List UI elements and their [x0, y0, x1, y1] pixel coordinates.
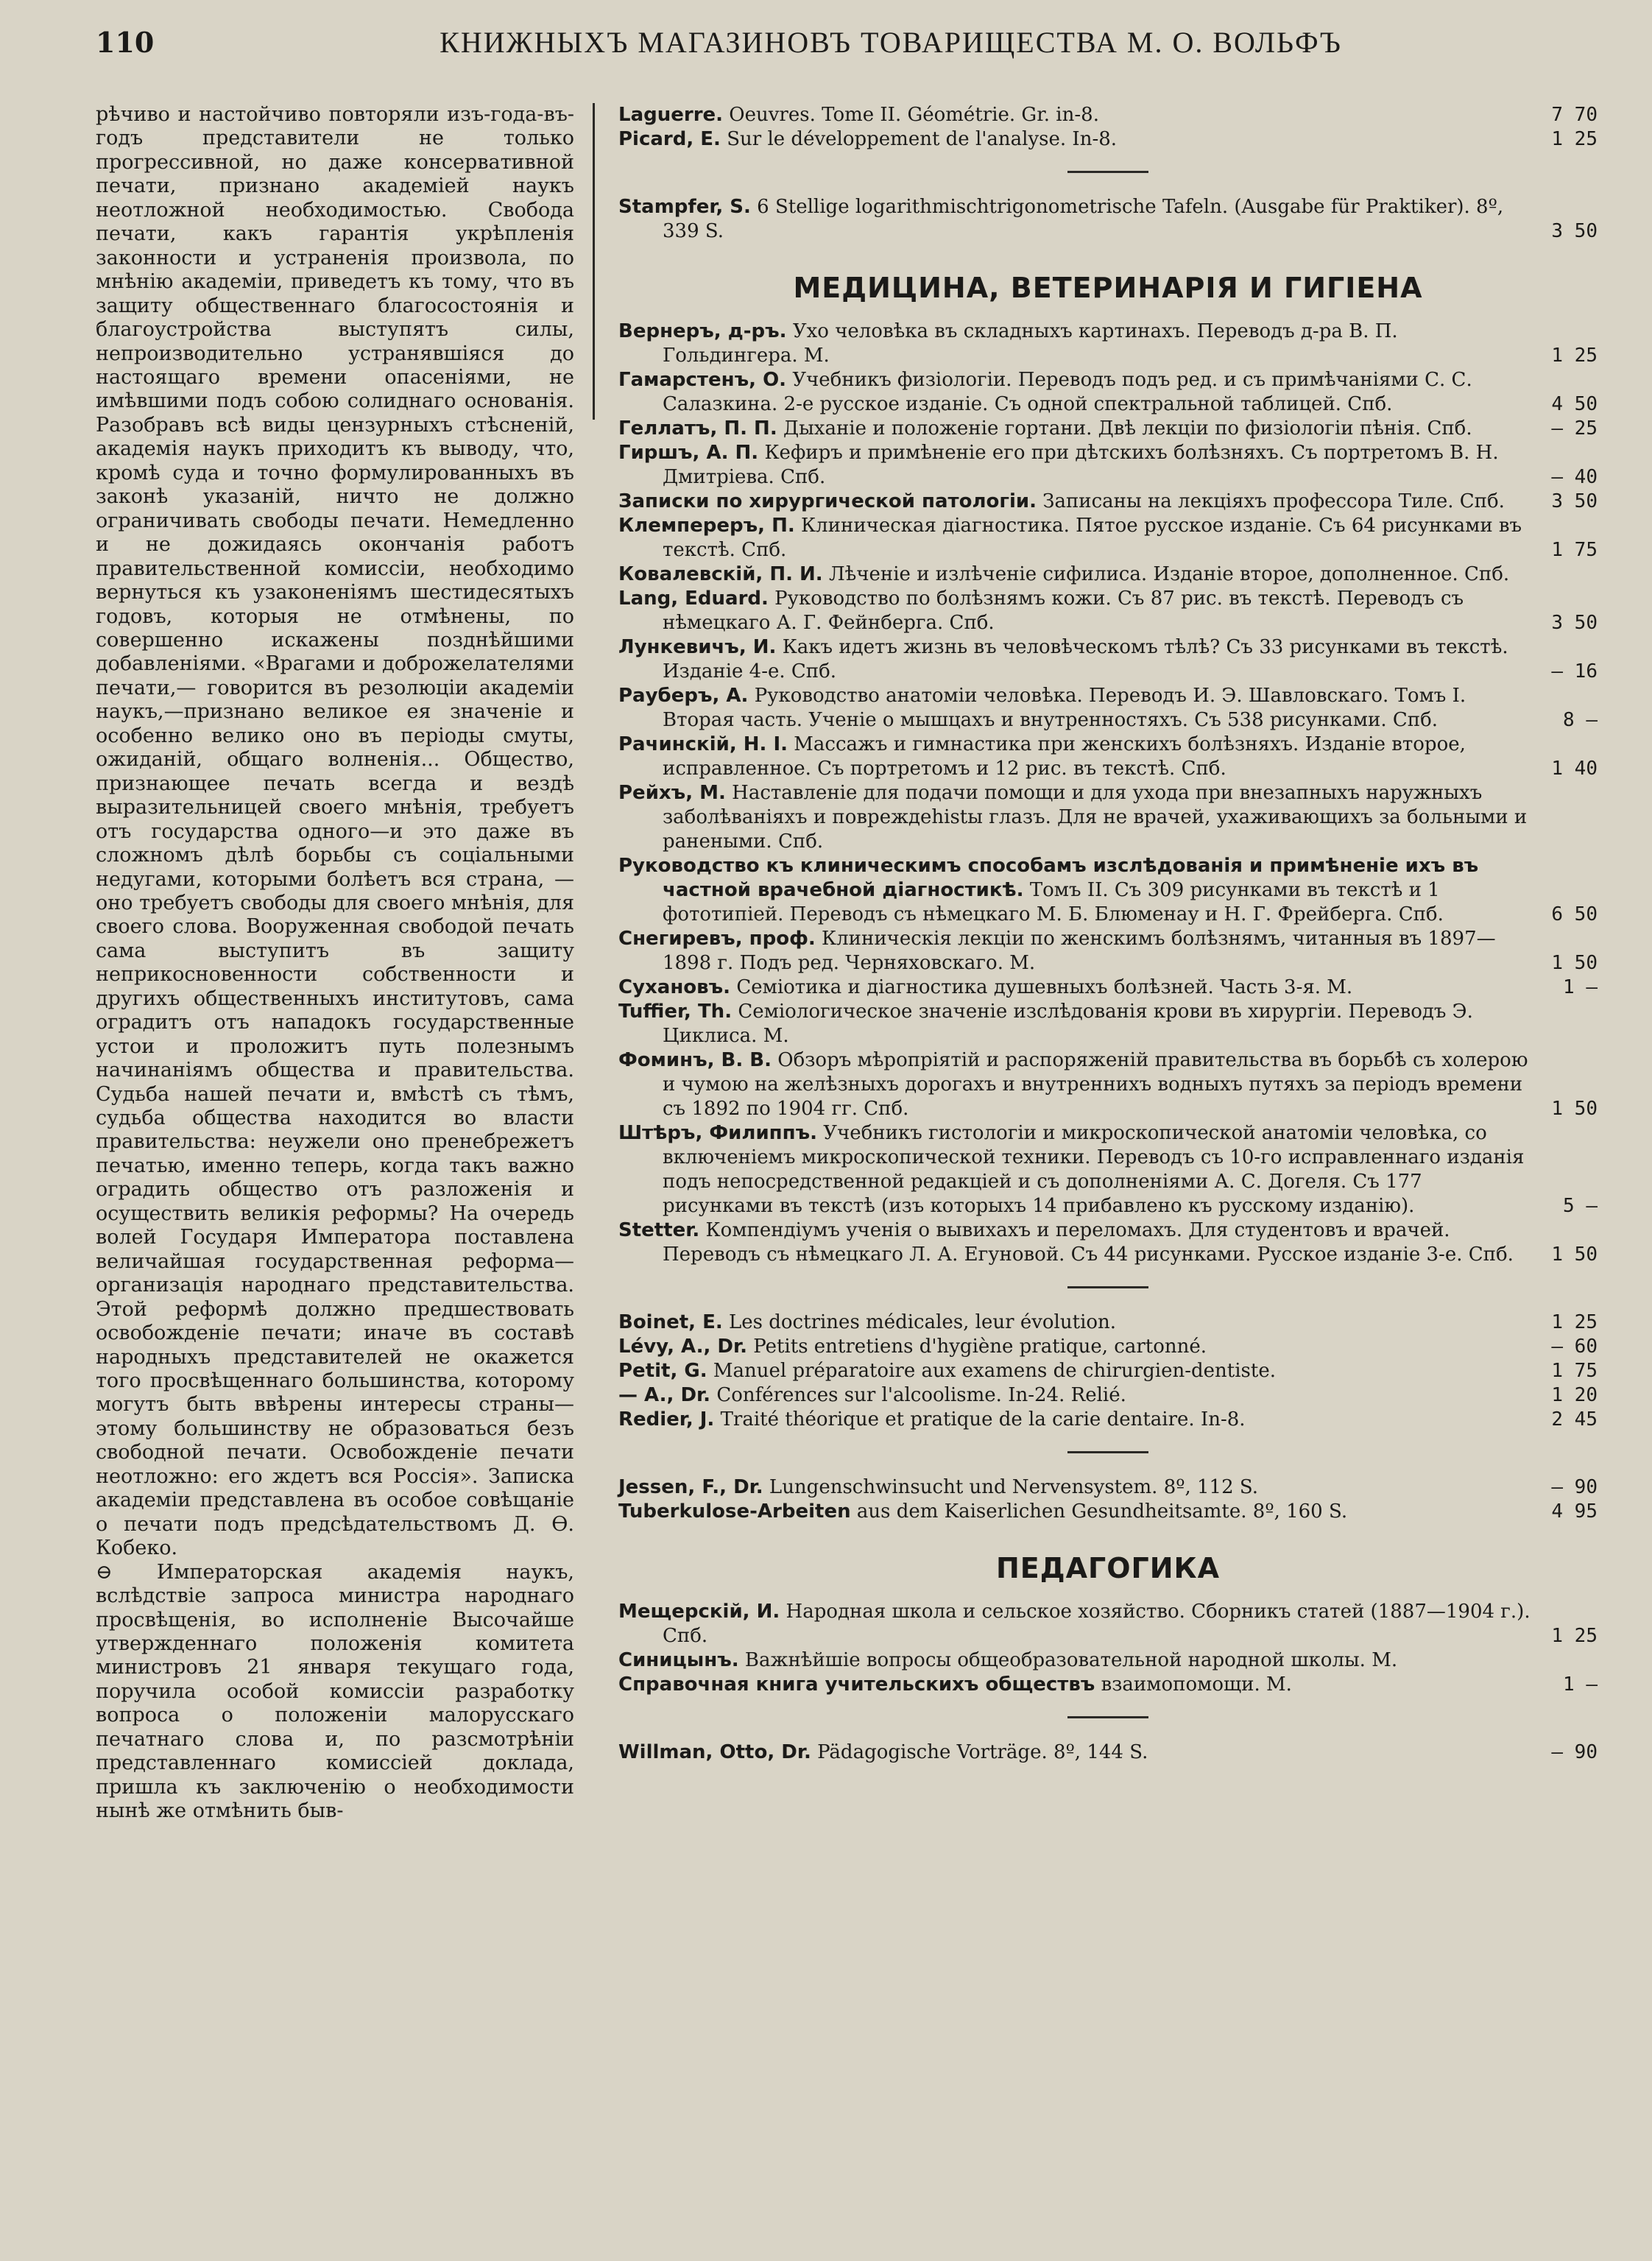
catalog-entry: Stampfer, S. 6 Stellige logarithmischtrigonometrische Tafeln. (Ausgabe für Praktiker). 8º, 339 S. 3 50	[618, 196, 1598, 242]
catalog-entry: — A., Dr. Conférences sur l'alcoolisme. In-24. Relié. 1 20	[618, 1384, 1598, 1406]
catalog-entry: Снегиревъ, проф. Клиническія лекціи по женскимъ болѣзнямъ, читанныя въ 1897—1898 г. Подъ ред. Черняховскаго. М. 1 50	[618, 928, 1598, 974]
medicine-entries	[618, 320, 1598, 1267]
catalog-entry: Гиршъ, А. П. Кефиръ и примѣненіе его при дѣтскихъ болѣзняхъ. Съ портретомъ В. Н. Дмитріева. Спб. — 40	[618, 442, 1598, 488]
entry-price: 5 —	[1563, 1195, 1598, 1217]
catalog-entry: Boinet, E. Les doctrines médicales, leur évolution. 1 25	[618, 1311, 1598, 1333]
catalog-entry: Клемпереръ, П. Клиническая діагностика. Пятое русское изданіе. Съ 64 рисунками въ текстѣ. Спб. 1 75	[618, 515, 1598, 561]
page-header	[96, 25, 1605, 77]
entry-price: 1 50	[1551, 1244, 1598, 1266]
catalog-entry: Lang, Eduard. Руководство по болѣзнямъ кожи. Съ 87 рис. въ текстѣ. Переводъ съ нѣмецкаго А. Г. Фейнберга. Спб. 3 50	[618, 588, 1598, 634]
page-number: 110	[96, 26, 155, 59]
right-column-catalog	[618, 103, 1598, 1765]
section-title-pedagogy: ПЕДАГОГИКА	[995, 1552, 1221, 1584]
separator-rule	[1067, 1451, 1148, 1453]
catalog-entry: Picard, E. Sur le développement de l'analyse. In-8. 1 25	[618, 128, 1598, 150]
running-title: КНИЖНЫХЪ МАГАЗИНОВЪ ТОВАРИЩЕСТВА М. О. ВОЛЬФЪ	[440, 26, 1342, 59]
entry-price: 7 70	[1551, 104, 1598, 126]
catalog-entry: Штѣръ, Филиппъ. Учебникъ гистологіи и микроскопической анатоміи человѣка, со включеніемъ микроскопической техники. Переводъ съ 10-го исправленнаго изданія подъ непосредственной редакціей и съ дополненіями А. С. Догеля. Съ 177 рисунками въ текстѣ (изъ которыхъ 14 прибавлено къ русскому изданію). 5 —	[618, 1122, 1598, 1217]
catalog-entry: Redier, J. Traité théorique et pratique de la carie dentaire. In-8. 2 45	[618, 1408, 1598, 1431]
catalog-entry: Willman, Otto, Dr. Pädagogische Vorträge. 8º, 144 S. — 90	[618, 1741, 1598, 1763]
catalog-entry: Синицынъ. Важнѣйшіе вопросы общеобразовательной народной школы. М.	[618, 1649, 1398, 1671]
separator-rule	[1067, 171, 1148, 173]
entry-price: 1 75	[1551, 539, 1598, 561]
pedagogy-german-entries	[618, 1740, 1598, 1765]
entry-price: 8 —	[1563, 709, 1598, 731]
catalog-entry: Tuffier, Th. Семіологическое значеніе изслѣдованія крови въ хирургіи. Переводъ Э. Циклиса. М.	[618, 1001, 1473, 1047]
medicine-french-entries	[618, 1311, 1598, 1432]
catalog-entry: Tuberkulose-Arbeiten aus dem Kaiserlichen Gesundheitsamte. 8º, 160 S. 4 95	[618, 1500, 1598, 1523]
entry-price: 3 50	[1551, 490, 1598, 512]
catalog-entry: Jessen, F., Dr. Lungenschwinsucht und Nervensystem. 8º, 112 S. — 90	[618, 1476, 1598, 1498]
separator-rule	[1067, 1716, 1148, 1718]
catalog-entry: Лункевичъ, И. Какъ идетъ жизнь въ человѣческомъ тѣлѣ? Съ 33 рисунками въ текстѣ. Изданіе 4-е. Спб. — 16	[618, 636, 1598, 682]
catalog-entry: Сухановъ. Семіотика и діагностика душевныхъ болѣзней. Часть 3-я. М. 1 —	[618, 976, 1598, 998]
catalog-entry: Lévy, A., Dr. Petits entretiens d'hygiène pratique, cartonné. — 60	[618, 1336, 1598, 1358]
entry-price: — 40	[1551, 466, 1598, 488]
math-block	[618, 103, 1598, 244]
catalog-entry: Рачинскій, Н. І. Массажъ и гимнастика при женскихъ болѣзняхъ. Изданіе второе, исправленное. Съ портретомъ и 12 рис. въ текстѣ. Спб. 1 40	[618, 733, 1598, 780]
entry-price: — 60	[1551, 1336, 1598, 1358]
entry-price: 1 25	[1551, 1625, 1598, 1647]
catalog-entry: Рейхъ, М. Наставленіе для подачи помощи и для ухода при внезапныхъ наружныхъ заболѣваніяхъ и повреждеhistы глазъ. Для не врачей, ухаживающихъ за больными и ранеными. Спб.	[618, 782, 1528, 853]
entry-price: — 16	[1551, 660, 1598, 682]
catalog-entry: Руководство къ клиническимъ способамъ изслѣдованія и примѣненіе ихъ въ частной врачебной діагностикѣ. Томъ II. Съ 309 рисунками въ текстѣ и 1 фототипіей. Переводъ съ нѣмецкаго М. Б. Блюменау и Н. Г. Фрейберга. Спб. 6 50	[618, 855, 1598, 925]
catalog-entry: Laguerre. Oeuvres. Tome II. Géométrie. Gr. in-8. 7 70	[618, 104, 1598, 126]
entry-price: 6 50	[1551, 903, 1598, 925]
entry-price: 1 20	[1551, 1384, 1598, 1406]
catalog-entry: Записки по хирургической патологіи. Записаны на лекціяхъ профессора Тиле. Спб. 3 50	[618, 490, 1598, 512]
entry-price: 1 50	[1551, 1098, 1598, 1120]
entry-price: 2 45	[1551, 1408, 1598, 1431]
catalog-entry: Справочная книга учительскихъ обществъ взаимопомощи. М. 1 —	[618, 1673, 1598, 1696]
catalog-entry: Геллатъ, П. П. Дыханіе и положеніе гортани. Двѣ лекціи по физіологіи пѣнія. Спб. — 25	[618, 417, 1598, 440]
section-title-medicine: МЕДИЦИНА, ВЕТЕРИНАРІЯ И ГИГІЕНА	[793, 272, 1423, 304]
entry-price: — 90	[1551, 1476, 1598, 1498]
catalog-entry: Гамарстенъ, О. Учебникъ физіологіи. Переводъ подъ ред. и съ примѣчаніями С. С. Салазкина. 2-е русское изданіе. Съ одной спектральной таблицей. Спб. 4 50	[618, 369, 1598, 415]
entry-price: 1 —	[1563, 1673, 1598, 1696]
column-divider	[593, 103, 595, 420]
separator-rule	[1067, 1286, 1148, 1288]
entry-price: 3 50	[1551, 612, 1598, 634]
entry-price: — 25	[1551, 417, 1598, 440]
entry-price: 1 25	[1551, 345, 1598, 367]
catalog-entry: Petit, G. Manuel préparatoire aux examens de chirurgien-dentiste. 1 75	[618, 1360, 1598, 1382]
medicine-german-entries	[618, 1475, 1598, 1524]
entry-price: 1 50	[1551, 952, 1598, 974]
entry-price: 3 50	[1551, 220, 1598, 242]
catalog-entry: Stetter. Компендіумъ ученія о вывихахъ и переломахъ. Для студентовъ и врачей. Переводъ съ нѣмецкаго Л. А. Егуновой. Съ 44 рисунками. Русское изданіе 3-е. Спб. 1 50	[618, 1219, 1598, 1266]
catalog-entry: Вернеръ, д-ръ. Ухо человѣка въ складныхъ картинахъ. Переводъ д-ра В. П. Гольдингера. М. 1 25	[618, 320, 1598, 367]
article-paragraph: рѣчиво и настойчиво повторяли изъ-года-въ-годъ представители не только прогрессивной, но даже консервативной печати, признано академіей наукъ неотложной необходимостью. Свобода печати, какъ гарантія укрѣпленія законности и устраненія произвола, по мнѣнію академіи, приведетъ къ тому, что въ защиту общественнаго благосостоянія и благоустройства выступятъ силы, непроизводительно устранявшіяся до настоящаго времени опасеніями, не имѣвшими подъ собою солиднаго основанія. Разобравъ всѣ виды цензурныхъ стѣсненій, академія наукъ приходитъ къ выводу, что, кромѣ суда и точно формулированныхъ въ законѣ указаній, ничто не должно ограничивать свободы печати. Немедленно и не дожидаясь окончанія работъ правительственной комиссіи, необходимо вернуться къ узаконеніямъ шестидесятыхъ годовъ, которыя не отмѣнены, по совершенно искажены позднѣйшими добавленіями. «Врагами и доброжелателями печати,— говорится въ резолюціи академіи наукъ,—признано великое ея значеніе и особенно велико оно въ періоды смуты, ожиданій, общаго волненія... Общество, признающее печать всегда и вездѣ выразительницей своего мнѣнія, требуетъ отъ государства одного—и это даже въ сложномъ дѣлѣ борьбы съ соціальными недугами, которыми болѣетъ вся страна, — оно требуетъ свободы для своего мнѣнія, для своего слова. Вооруженная свободой печать сама выступитъ въ защиту неприкосновенности собственности и другихъ общественныхъ институтовъ, сама оградитъ отъ нападокъ государственные устои и проложитъ путь полезнымъ начинаніямъ общества и правительства. Судьба нашей печати и, вмѣстѣ съ тѣмъ, судьба общества находится во власти правительства: неужели оно пренебрежетъ печатью, именно теперь, когда такъ важно оградить общество отъ разложенія и осуществить великія реформы? На очередь волей Государя Императора поставлена величайшая государственная реформа—организація народнаго представительства. Этой реформѣ должно предшествовать освобожденіе печати; иначе въ составѣ народныхъ представителей не окажется того просвѣщеннаго большинства, которому могутъ быть ввѣрены интересы страны—этому большинству не образоваться безъ свободной печати. Освобожденіе печати неотложно: его ждетъ вся Россія». Записка академіи представлена въ особое совѣщаніе о печати подъ предсѣдательствомъ Д. Ѳ. Кобеко.	[96, 103, 574, 1560]
entry-price: 4 95	[1551, 1500, 1598, 1523]
entry-price: — 90	[1551, 1741, 1598, 1763]
left-column-article	[96, 103, 574, 1824]
entry-price: 1 —	[1563, 976, 1598, 998]
catalog-entry: Рауберъ, А. Руководство анатоміи человѣка. Переводъ И. Э. Шавловскаго. Томъ I. Вторая часть. Ученіе о мышцахъ и внутренностяхъ. Съ 538 рисунками. Спб. 8 —	[618, 685, 1598, 731]
article-paragraph: ⊖ Императорская академія наукъ, вслѣдствіе запроса министра народнаго просвѣщенія, во исполненіе Высочайше утвержденнаго положенія комитета министровъ 21 января текущаго года, поручила особой комиссіи разработку вопроса о положеніи малорусскаго печатнаго слова и, по разсмотрѣніи представленнаго комиссіей доклада, пришла къ заключенію о необходимости нынѣ же отмѣнить быв-	[96, 1560, 574, 1823]
entry-price: 1 25	[1551, 128, 1598, 150]
entry-price: 1 40	[1551, 758, 1598, 780]
catalog-entry: Мещерскій, И. Народная школа и сельское хозяйство. Сборникъ статей (1887—1904 г.). Спб. 1 25	[618, 1601, 1598, 1647]
catalog-entry: Ковалевскій, П. И. Лѣченіе и излѣченіе сифилиса. Изданіе второе, дополненное. Спб.	[618, 563, 1510, 585]
entry-price: 1 75	[1551, 1360, 1598, 1382]
entry-price: 4 50	[1551, 393, 1598, 415]
pedagogy-entries	[618, 1600, 1598, 1697]
catalog-entry: Фоминъ, В. В. Обзоръ мѣропріятій и распоряженій правительства въ борьбѣ съ холерою и чумою на желѣзныхъ дорогахъ и внутреннихъ водныхъ путяхъ за періодъ времени съ 1892 по 1904 гг. Спб. 1 50	[618, 1049, 1598, 1120]
entry-price: 1 25	[1551, 1311, 1598, 1333]
